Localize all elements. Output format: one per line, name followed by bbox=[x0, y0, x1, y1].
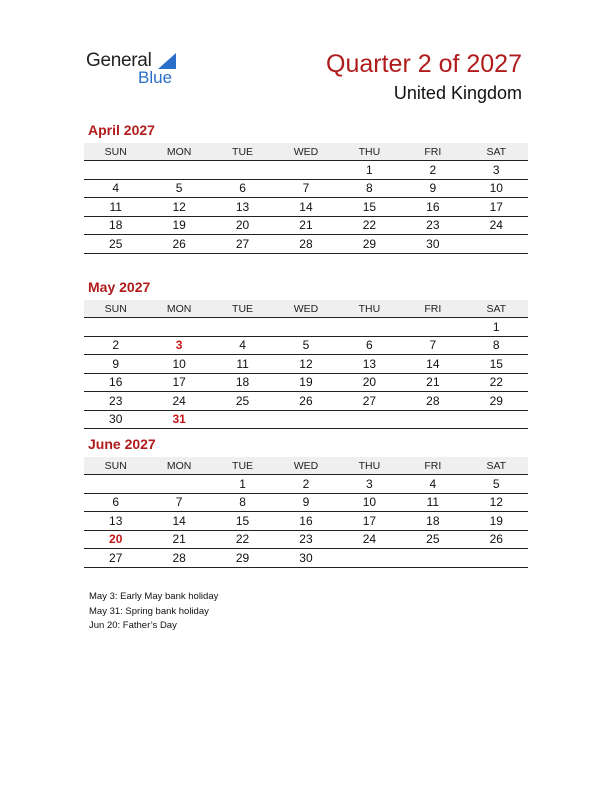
holiday-note: Jun 20: Father’s Day bbox=[89, 620, 177, 631]
day-cell: 16 bbox=[274, 512, 337, 531]
day-cell bbox=[338, 318, 401, 337]
day-cell: 18 bbox=[401, 512, 464, 531]
day-cell: 2 bbox=[84, 336, 147, 355]
weekday-header: WED bbox=[274, 457, 337, 475]
day-cell: 24 bbox=[338, 530, 401, 549]
day-cell: 23 bbox=[84, 392, 147, 411]
day-cell: 24 bbox=[147, 392, 210, 411]
week-row bbox=[84, 410, 528, 429]
day-cell: 31 bbox=[147, 410, 210, 429]
day-cell: 3 bbox=[147, 336, 210, 355]
day-cell: 6 bbox=[84, 493, 147, 512]
weekday-header: THU bbox=[338, 300, 401, 318]
day-cell: 14 bbox=[147, 512, 210, 531]
weekday-header: SAT bbox=[465, 300, 528, 318]
day-cell: 12 bbox=[274, 355, 337, 374]
generalblue-logo bbox=[86, 50, 186, 90]
day-cell: 8 bbox=[338, 179, 401, 198]
day-cell: 19 bbox=[274, 373, 337, 392]
day-cell: 13 bbox=[338, 355, 401, 374]
day-cell: 23 bbox=[401, 216, 464, 235]
day-cell bbox=[274, 318, 337, 337]
day-cell: 3 bbox=[465, 161, 528, 180]
weekday-header: FRI bbox=[401, 457, 464, 475]
day-cell: 2 bbox=[274, 475, 337, 494]
day-cell: 29 bbox=[465, 392, 528, 411]
day-cell: 27 bbox=[211, 235, 274, 254]
day-cell bbox=[465, 410, 528, 429]
day-cell: 20 bbox=[84, 530, 147, 549]
weekday-header: WED bbox=[274, 300, 337, 318]
weekday-header: FRI bbox=[401, 300, 464, 318]
day-cell: 19 bbox=[465, 512, 528, 531]
holiday-notes bbox=[89, 590, 218, 634]
weekday-header: SUN bbox=[84, 143, 147, 161]
week-row bbox=[84, 530, 528, 549]
day-cell: 16 bbox=[84, 373, 147, 392]
day-cell: 11 bbox=[211, 355, 274, 374]
day-cell: 5 bbox=[274, 336, 337, 355]
day-cell: 7 bbox=[274, 179, 337, 198]
day-cell: 12 bbox=[465, 493, 528, 512]
week-row bbox=[84, 235, 528, 254]
week-row bbox=[84, 216, 528, 235]
day-cell: 7 bbox=[147, 493, 210, 512]
day-cell: 3 bbox=[338, 475, 401, 494]
day-cell: 1 bbox=[211, 475, 274, 494]
day-cell bbox=[84, 318, 147, 337]
day-cell bbox=[84, 161, 147, 180]
month-title: April 2027 bbox=[88, 122, 155, 138]
day-cell: 30 bbox=[401, 235, 464, 254]
day-cell: 26 bbox=[465, 530, 528, 549]
day-cell: 19 bbox=[147, 216, 210, 235]
day-cell: 11 bbox=[84, 198, 147, 217]
day-cell: 20 bbox=[338, 373, 401, 392]
day-cell: 26 bbox=[147, 235, 210, 254]
weekday-header: MON bbox=[147, 143, 210, 161]
month-calendar-table bbox=[84, 457, 528, 568]
day-cell: 2 bbox=[401, 161, 464, 180]
holiday-note: May 3: Early May bank holiday bbox=[89, 591, 219, 602]
weekday-header: FRI bbox=[401, 143, 464, 161]
day-cell: 4 bbox=[211, 336, 274, 355]
day-cell: 10 bbox=[147, 355, 210, 374]
day-cell: 15 bbox=[211, 512, 274, 531]
week-row bbox=[84, 336, 528, 355]
day-cell bbox=[147, 161, 210, 180]
day-cell: 29 bbox=[211, 549, 274, 568]
day-cell: 15 bbox=[338, 198, 401, 217]
day-cell: 22 bbox=[338, 216, 401, 235]
week-row bbox=[84, 475, 528, 494]
weekday-header: SAT bbox=[465, 457, 528, 475]
day-cell: 29 bbox=[338, 235, 401, 254]
weekday-header: MON bbox=[147, 457, 210, 475]
day-cell bbox=[465, 235, 528, 254]
weekday-header: TUE bbox=[211, 457, 274, 475]
week-row bbox=[84, 161, 528, 180]
day-cell: 28 bbox=[147, 549, 210, 568]
week-row bbox=[84, 493, 528, 512]
logo-triangle-icon bbox=[158, 53, 176, 69]
day-cell: 6 bbox=[211, 179, 274, 198]
weekday-header: TUE bbox=[211, 143, 274, 161]
week-row bbox=[84, 355, 528, 374]
week-row bbox=[84, 512, 528, 531]
day-cell: 21 bbox=[274, 216, 337, 235]
month-title: June 2027 bbox=[88, 436, 156, 452]
holiday-note: May 31: Spring bank holiday bbox=[89, 605, 209, 617]
weekday-header: THU bbox=[338, 457, 401, 475]
week-row bbox=[84, 198, 528, 217]
day-cell: 27 bbox=[338, 392, 401, 411]
day-cell bbox=[211, 410, 274, 429]
day-cell: 5 bbox=[147, 179, 210, 198]
day-cell bbox=[401, 318, 464, 337]
day-cell: 27 bbox=[84, 549, 147, 568]
day-cell: 21 bbox=[401, 373, 464, 392]
day-cell bbox=[84, 475, 147, 494]
week-row bbox=[84, 373, 528, 392]
month-april bbox=[84, 122, 528, 254]
day-cell: 25 bbox=[84, 235, 147, 254]
day-cell: 30 bbox=[84, 410, 147, 429]
day-cell: 1 bbox=[338, 161, 401, 180]
day-cell: 10 bbox=[338, 493, 401, 512]
day-cell: 17 bbox=[465, 198, 528, 217]
day-cell: 9 bbox=[84, 355, 147, 374]
week-row bbox=[84, 179, 528, 198]
day-cell: 10 bbox=[465, 179, 528, 198]
day-cell bbox=[401, 410, 464, 429]
day-cell bbox=[401, 549, 464, 568]
logo-text-blue: Blue bbox=[138, 68, 173, 87]
quarter-title: Quarter 2 of 2027 bbox=[326, 50, 522, 78]
day-cell: 21 bbox=[147, 530, 210, 549]
day-cell: 13 bbox=[84, 512, 147, 531]
day-cell bbox=[465, 549, 528, 568]
day-cell: 1 bbox=[465, 318, 528, 337]
day-cell: 25 bbox=[401, 530, 464, 549]
day-cell: 4 bbox=[401, 475, 464, 494]
day-cell: 28 bbox=[401, 392, 464, 411]
day-cell: 20 bbox=[211, 216, 274, 235]
day-cell: 12 bbox=[147, 198, 210, 217]
month-june bbox=[84, 436, 528, 568]
weekday-header: WED bbox=[274, 143, 337, 161]
day-cell: 28 bbox=[274, 235, 337, 254]
day-cell: 17 bbox=[147, 373, 210, 392]
day-cell: 17 bbox=[338, 512, 401, 531]
day-cell bbox=[211, 318, 274, 337]
day-cell: 9 bbox=[401, 179, 464, 198]
month-may bbox=[84, 279, 528, 429]
day-cell: 15 bbox=[465, 355, 528, 374]
day-cell bbox=[147, 475, 210, 494]
day-cell: 18 bbox=[84, 216, 147, 235]
weekday-header: SUN bbox=[84, 300, 147, 318]
day-cell: 22 bbox=[465, 373, 528, 392]
day-cell: 8 bbox=[465, 336, 528, 355]
day-cell: 26 bbox=[274, 392, 337, 411]
day-cell: 9 bbox=[274, 493, 337, 512]
day-cell: 11 bbox=[401, 493, 464, 512]
day-cell bbox=[147, 318, 210, 337]
week-row bbox=[84, 318, 528, 337]
day-cell: 22 bbox=[211, 530, 274, 549]
day-cell: 6 bbox=[338, 336, 401, 355]
weekday-header: THU bbox=[338, 143, 401, 161]
week-row bbox=[84, 392, 528, 411]
day-cell: 24 bbox=[465, 216, 528, 235]
day-cell: 16 bbox=[401, 198, 464, 217]
day-cell: 4 bbox=[84, 179, 147, 198]
week-row bbox=[84, 549, 528, 568]
day-cell: 14 bbox=[401, 355, 464, 374]
day-cell: 18 bbox=[211, 373, 274, 392]
day-cell bbox=[211, 161, 274, 180]
day-cell: 7 bbox=[401, 336, 464, 355]
day-cell bbox=[274, 161, 337, 180]
country-name: United Kingdom bbox=[393, 83, 522, 103]
day-cell: 13 bbox=[211, 198, 274, 217]
month-title: May 2027 bbox=[88, 279, 151, 295]
day-cell bbox=[338, 549, 401, 568]
month-calendar-table bbox=[84, 300, 528, 429]
month-calendar-table bbox=[84, 143, 528, 254]
day-cell: 25 bbox=[211, 392, 274, 411]
weekday-header: SAT bbox=[465, 143, 528, 161]
logo-text-general: General bbox=[86, 50, 152, 71]
day-cell: 14 bbox=[274, 198, 337, 217]
weekday-header: SUN bbox=[84, 457, 147, 475]
day-cell: 8 bbox=[211, 493, 274, 512]
day-cell: 30 bbox=[274, 549, 337, 568]
day-cell: 23 bbox=[274, 530, 337, 549]
weekday-header: TUE bbox=[211, 300, 274, 318]
day-cell bbox=[338, 410, 401, 429]
weekday-header: MON bbox=[147, 300, 210, 318]
day-cell bbox=[274, 410, 337, 429]
day-cell: 5 bbox=[465, 475, 528, 494]
